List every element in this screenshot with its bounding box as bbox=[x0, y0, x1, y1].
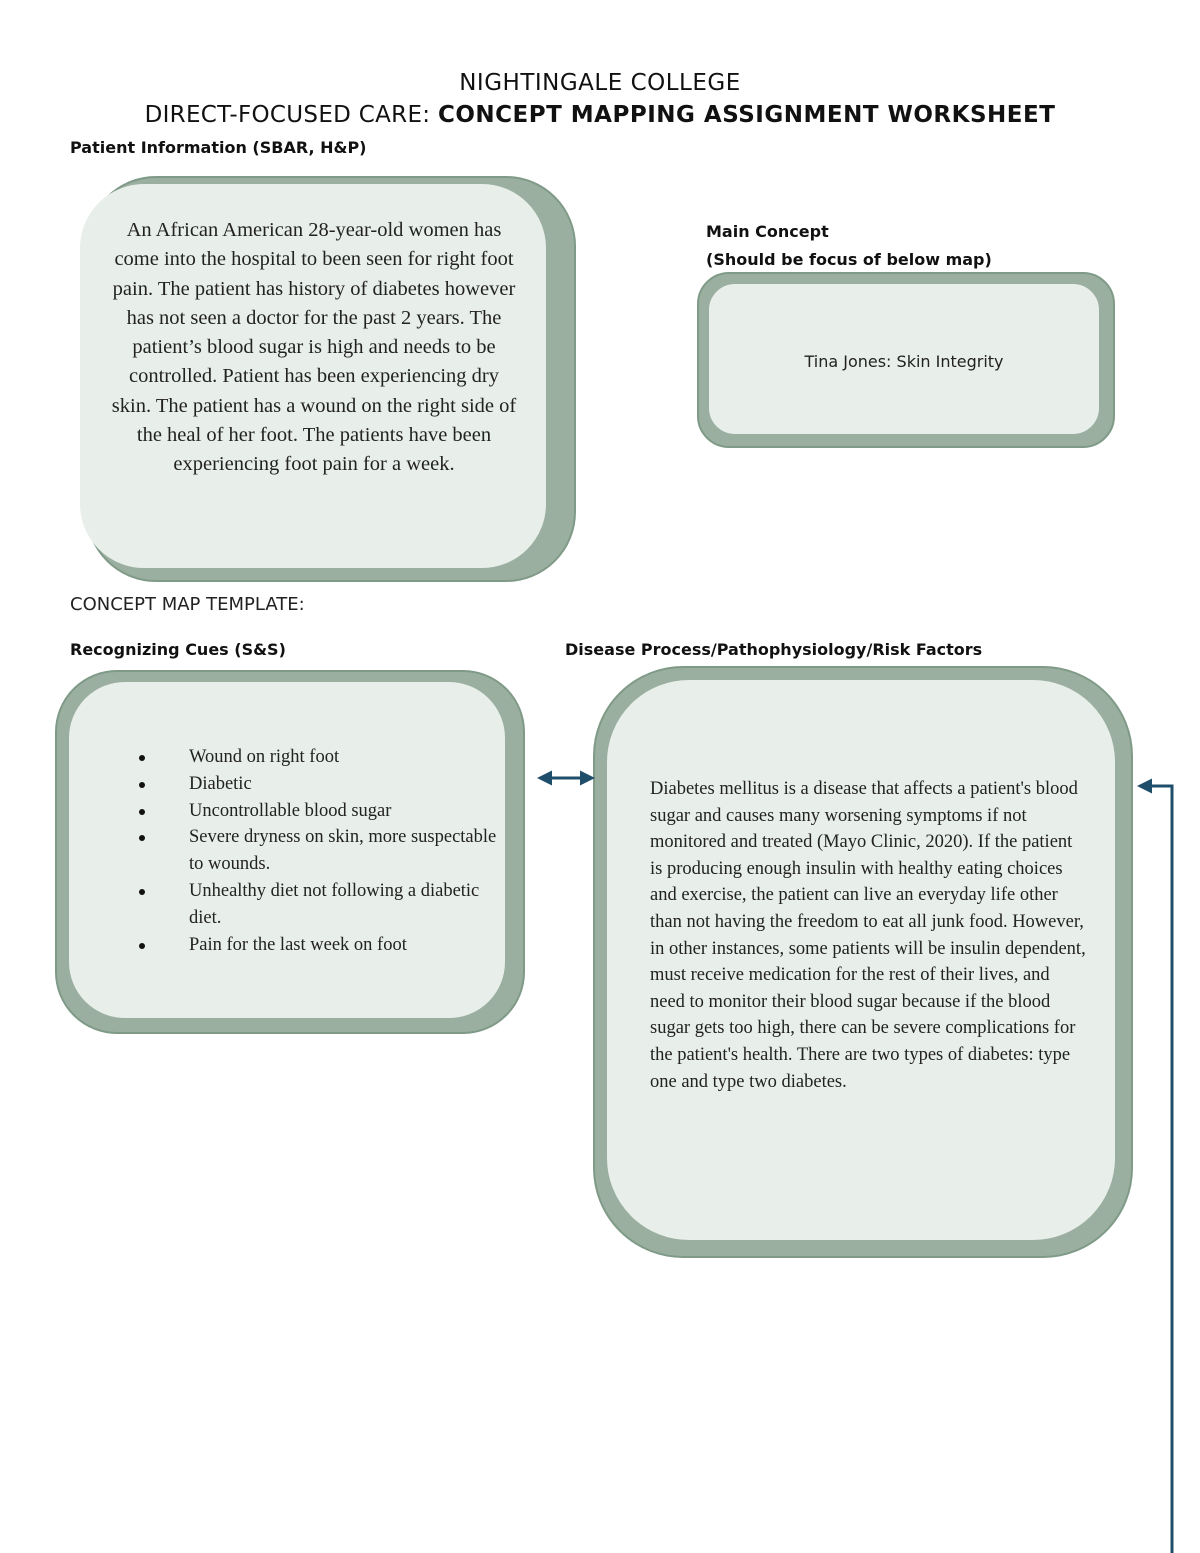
cue-item: Unhealthy diet not following a diabetic diet. bbox=[167, 878, 507, 932]
cue-item: Pain for the last week on foot bbox=[167, 932, 507, 959]
cue-item: Uncontrollable blood sugar bbox=[167, 798, 507, 825]
disease-process-text: Diabetes mellitus is a disease that affects a patient's blood sugar and causes many worsening symptoms if not monitored and treated (Mayo Clinic, 2020). If the patient is producing enough insulin with healthy eating choices and exercise, the patient can live an everyday life other than not having the freedom to eat all junk food. However, in other instances, some patients will be insulin dependent, must receive medication for the rest of their lives, and need to monitor their blood sugar because if the blood sugar gets too high, there can be severe complications for the patient's health. There are two types of diabetes: type one and type two diabetes. bbox=[650, 779, 1086, 1092]
recognizing-cues-label: Recognizing Cues (S&S) bbox=[70, 640, 286, 659]
main-concept-text: Tina Jones: Skin Integrity bbox=[804, 352, 1004, 371]
cue-item: Diabetic bbox=[167, 771, 507, 798]
main-concept-sublabel: (Should be focus of below map) bbox=[706, 250, 992, 269]
worksheet-title-bold: CONCEPT MAPPING ASSIGNMENT WORKSHEET bbox=[437, 102, 1056, 128]
main-concept-label: Main Concept bbox=[706, 222, 829, 241]
patient-info-text: An African American 28-year-old women has come into the hospital to been seen for right foot pain. The patient has history of diabetes however has not seen a doctor for the past 2 years. The patient’s blood sugar is high and needs to be controlled. Patient has been experiencing dry skin. The patient has a wound on the right side of the heal of her foot. The patients have been experiencing foot pain for a week. bbox=[111, 219, 517, 476]
patient-info-label: Patient Information (SBAR, H&P) bbox=[70, 138, 367, 157]
return-arrow-disease bbox=[1140, 786, 1172, 1553]
cue-item: Wound on right foot bbox=[167, 744, 507, 771]
college-title: NIGHTINGALE COLLEGE bbox=[459, 70, 741, 96]
worksheet-title-prefix: DIRECT-FOCUSED CARE: bbox=[144, 102, 431, 128]
cue-item: Severe dryness on skin, more suspectable to wounds. bbox=[167, 824, 507, 878]
concept-map-template-heading: CONCEPT MAP TEMPLATE: bbox=[70, 594, 305, 615]
disease-process-label: Disease Process/Pathophysiology/Risk Factors bbox=[565, 640, 983, 659]
